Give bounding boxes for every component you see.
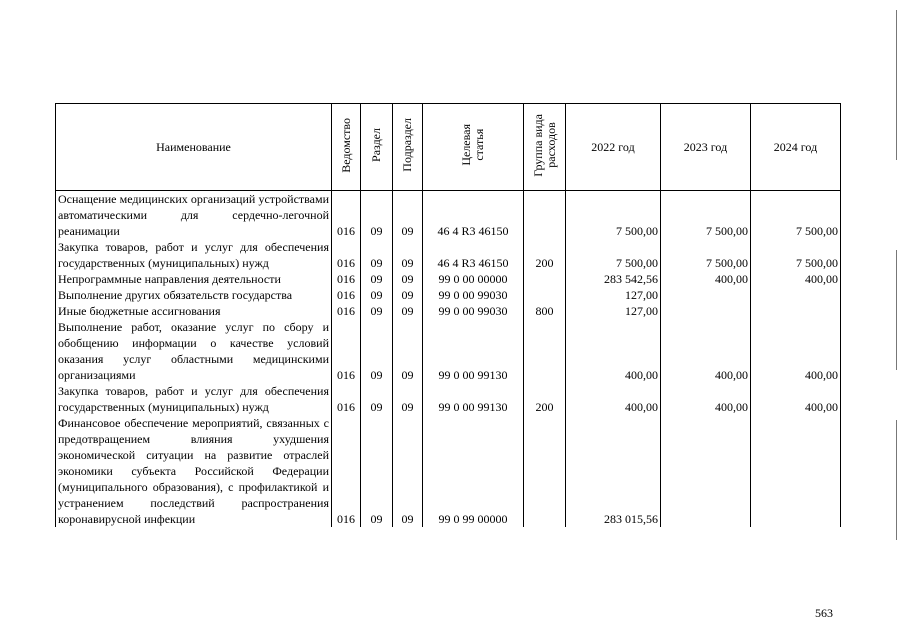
cell-2022: 7 500,00 bbox=[566, 239, 661, 271]
scan-margin-line bbox=[896, 10, 897, 160]
cell-section: 09 bbox=[361, 271, 393, 287]
cell-name: Закупка товаров, работ и услуг для обеспечения государственных (муниципальных) нужд bbox=[56, 383, 332, 415]
cell-expense-group bbox=[524, 415, 566, 527]
budget-table bbox=[55, 103, 841, 527]
cell-subsection: 09 bbox=[393, 271, 423, 287]
cell-2022: 400,00 bbox=[566, 319, 661, 383]
cell-expense-group bbox=[524, 319, 566, 383]
cell-section: 09 bbox=[361, 303, 393, 319]
cell-2022: 7 500,00 bbox=[566, 191, 661, 240]
cell-2024 bbox=[751, 415, 841, 527]
cell-2023 bbox=[661, 415, 751, 527]
cell-2024: 7 500,00 bbox=[751, 191, 841, 240]
cell-target-item: 99 0 00 00000 bbox=[423, 271, 524, 287]
header-dept: Ведомство bbox=[332, 104, 361, 191]
cell-subsection: 09 bbox=[393, 287, 423, 303]
cell-2022: 127,00 bbox=[566, 287, 661, 303]
cell-dept: 016 bbox=[332, 191, 361, 240]
cell-subsection: 09 bbox=[393, 415, 423, 527]
cell-name: Закупка товаров, работ и услуг для обеспечения государственных (муниципальных) нужд bbox=[56, 239, 332, 271]
cell-2022: 283 015,56 bbox=[566, 415, 661, 527]
cell-expense-group: 800 bbox=[524, 303, 566, 319]
cell-2024: 400,00 bbox=[751, 383, 841, 415]
cell-2023 bbox=[661, 287, 751, 303]
cell-dept: 016 bbox=[332, 319, 361, 383]
cell-subsection: 09 bbox=[393, 239, 423, 271]
cell-2022: 127,00 bbox=[566, 303, 661, 319]
cell-dept: 016 bbox=[332, 383, 361, 415]
header-subsection: Подраздел bbox=[393, 104, 423, 191]
cell-2024 bbox=[751, 287, 841, 303]
cell-target-item: 46 4 R3 46150 bbox=[423, 239, 524, 271]
cell-2024: 400,00 bbox=[751, 319, 841, 383]
cell-name: Иные бюджетные ассигнования bbox=[56, 303, 332, 319]
scan-margin-line bbox=[896, 420, 897, 540]
cell-section: 09 bbox=[361, 191, 393, 240]
cell-expense-group bbox=[524, 191, 566, 240]
cell-expense-group bbox=[524, 287, 566, 303]
table-header-row bbox=[56, 104, 841, 191]
cell-name: Выполнение работ, оказание услуг по сбору и обобщению информации о качестве условий оказания услуг областными медицинскими организациями bbox=[56, 319, 332, 383]
cell-expense-group bbox=[524, 271, 566, 287]
page-number: 563 bbox=[815, 606, 833, 620]
cell-2023 bbox=[661, 303, 751, 319]
cell-subsection: 09 bbox=[393, 191, 423, 240]
cell-expense-group: 200 bbox=[524, 383, 566, 415]
scan-margin-line bbox=[896, 250, 897, 370]
cell-name: Оснащение медицинских организаций устройствами автоматическими для сердечно-легочной реанимации bbox=[56, 191, 332, 240]
cell-2023: 7 500,00 bbox=[661, 191, 751, 240]
header-year-2022: 2022 год bbox=[566, 104, 661, 191]
header-target-item: Целевая статья bbox=[423, 104, 524, 191]
cell-name: Выполнение других обязательств государства bbox=[56, 287, 332, 303]
cell-2024: 7 500,00 bbox=[751, 239, 841, 271]
cell-dept: 016 bbox=[332, 415, 361, 527]
cell-expense-group: 200 bbox=[524, 239, 566, 271]
table-row bbox=[56, 239, 841, 271]
cell-dept: 016 bbox=[332, 287, 361, 303]
header-name: Наименование bbox=[56, 104, 332, 191]
cell-target-item: 99 0 00 99030 bbox=[423, 303, 524, 319]
table-row bbox=[56, 383, 841, 415]
cell-subsection: 09 bbox=[393, 303, 423, 319]
table-row bbox=[56, 271, 841, 287]
cell-target-item: 99 0 00 99130 bbox=[423, 319, 524, 383]
cell-name: Непрограммные направления деятельности bbox=[56, 271, 332, 287]
table-row bbox=[56, 287, 841, 303]
cell-2022: 400,00 bbox=[566, 383, 661, 415]
cell-section: 09 bbox=[361, 287, 393, 303]
cell-target-item: 46 4 R3 46150 bbox=[423, 191, 524, 240]
cell-2023: 400,00 bbox=[661, 383, 751, 415]
cell-target-item: 99 0 00 99130 bbox=[423, 383, 524, 415]
header-year-2023: 2023 год bbox=[661, 104, 751, 191]
cell-2024: 400,00 bbox=[751, 271, 841, 287]
cell-target-item: 99 0 99 00000 bbox=[423, 415, 524, 527]
cell-subsection: 09 bbox=[393, 383, 423, 415]
cell-2023: 400,00 bbox=[661, 319, 751, 383]
cell-2024 bbox=[751, 303, 841, 319]
table-row bbox=[56, 303, 841, 319]
table-row bbox=[56, 415, 841, 527]
table-row bbox=[56, 319, 841, 383]
header-expense-group: Группа вида расходов bbox=[524, 104, 566, 191]
header-section: Раздел bbox=[361, 104, 393, 191]
cell-dept: 016 bbox=[332, 303, 361, 319]
cell-section: 09 bbox=[361, 415, 393, 527]
cell-section: 09 bbox=[361, 239, 393, 271]
table-row bbox=[56, 191, 841, 240]
cell-2023: 7 500,00 bbox=[661, 239, 751, 271]
header-year-2024: 2024 год bbox=[751, 104, 841, 191]
cell-target-item: 99 0 00 99030 bbox=[423, 287, 524, 303]
cell-2022: 283 542,56 bbox=[566, 271, 661, 287]
cell-section: 09 bbox=[361, 319, 393, 383]
cell-section: 09 bbox=[361, 383, 393, 415]
cell-2023: 400,00 bbox=[661, 271, 751, 287]
cell-dept: 016 bbox=[332, 239, 361, 271]
cell-subsection: 09 bbox=[393, 319, 423, 383]
cell-name: Финансовое обеспечение мероприятий, связанных с предотвращением влияния ухудшения экономической ситуации на развитие отраслей экономики субъекта Российской Федерации (муниципального образования), с профилактикой и устранением последствий распространения коронавирусной инфекции bbox=[56, 415, 332, 527]
cell-dept: 016 bbox=[332, 271, 361, 287]
